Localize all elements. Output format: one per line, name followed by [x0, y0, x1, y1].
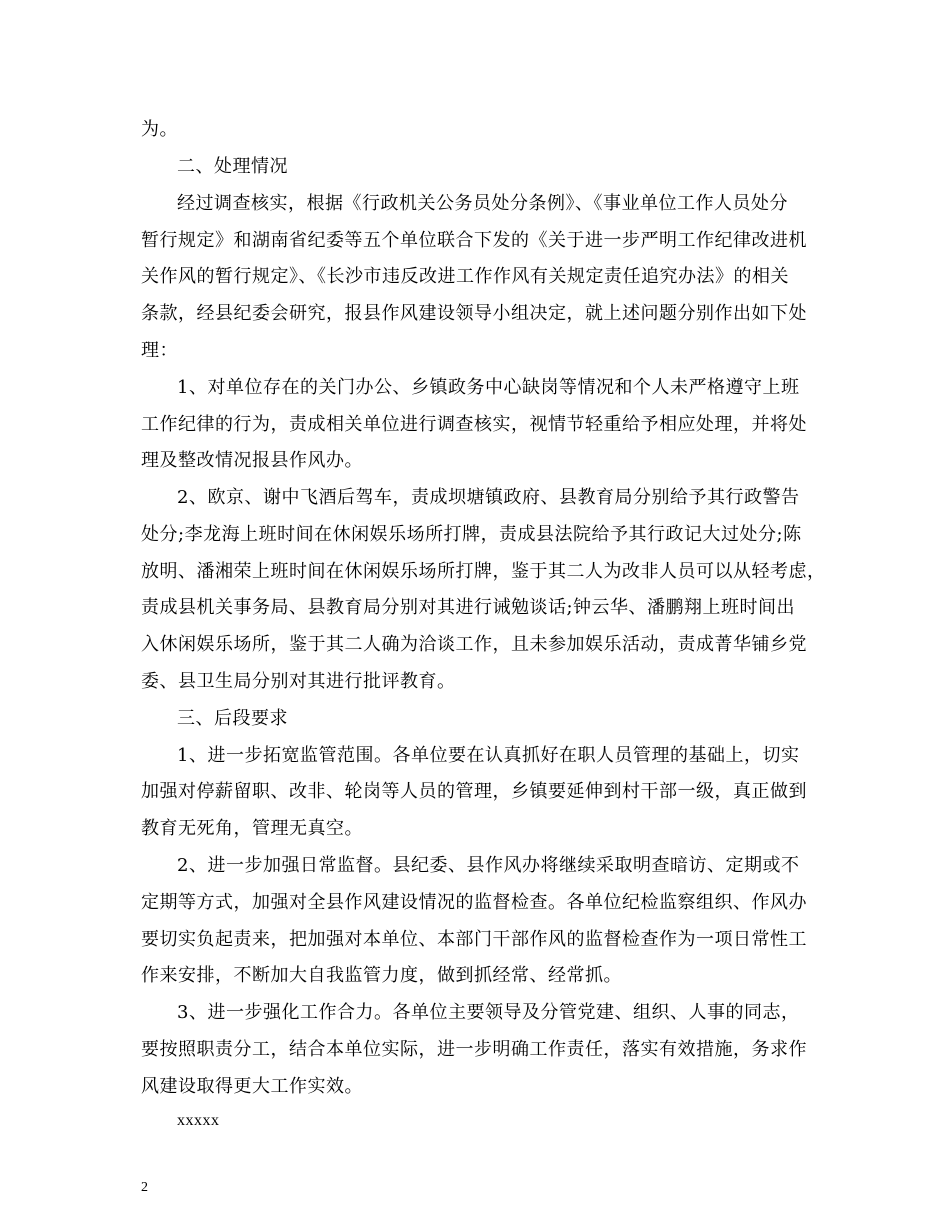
- text-line: 理：: [141, 340, 178, 361]
- text-line: 作来安排，不断加大自我监管力度，做到抓经常、经常抓。: [141, 965, 622, 986]
- text-line: 处分;李龙海上班时间在休闲娱乐场所打牌，责成县法院给予其行政记大过处分;陈: [141, 524, 802, 545]
- text-line: 条款，经县纪委会研究，报县作风建设领导小组决定，就上述问题分别作出如下处: [141, 303, 807, 324]
- text-line: 为。: [141, 119, 178, 140]
- text-line: 加强对停薪留职、改非、轮岗等人员的管理，乡镇要延伸到村干部一级，真正做到: [141, 781, 807, 802]
- text-line: 1、进一步拓宽监管范围。各单位要在认真抓好在职人员管理的基础上，切实: [177, 745, 800, 766]
- text-line: 教育无死角，管理无真空。: [141, 818, 363, 839]
- text-line: 要按照职责分工，结合本单位实际，进一步明确工作责任，落实有效措施，务求作: [141, 1039, 807, 1060]
- page-number: 2: [141, 1180, 148, 1195]
- text-line: 责成县机关事务局、县教育局分别对其进行诫勉谈话;钟云华、潘鹏翔上班时间出: [141, 597, 796, 618]
- section-heading-requirements: 三、后段要求: [177, 708, 288, 729]
- text-line: 3、进一步强化工作合力。各单位主要领导及分管党建、组织、人事的同志，: [177, 1002, 800, 1023]
- text-line: 经过调查核实，根据《行政机关公务员处分条例》、《事业单位工作人员处分: [177, 193, 788, 214]
- text-line: 2、欧京、谢中飞酒后驾车，责成坝塘镇政府、县教育局分别给予其行政警告: [177, 487, 800, 508]
- text-line: 风建设取得更大工作实效。: [141, 1076, 363, 1097]
- signature: xxxxx: [177, 1112, 220, 1129]
- section-heading-handling: 二、处理情况: [177, 156, 288, 177]
- text-line: 关作风的暂行规定》、《长沙市违反改进工作作风有关规定责任追究办法》的相关: [141, 266, 789, 287]
- text-line: 放明、潘湘荣上班时间在休闲娱乐场所打牌，鉴于其二人为改非人员可以从轻考虑，: [141, 561, 826, 582]
- text-line: 要切实负起责来，把加强对本单位、本部门干部作风的监督检查作为一项日常性工: [141, 929, 807, 950]
- text-line: 1、对单位存在的关门办公、乡镇政务中心缺岗等情况和个人未严格遵守上班: [177, 377, 800, 398]
- text-line: 暂行规定》和湖南省纪委等五个单位联合下发的《关于进一步严明工作纪律改进机: [141, 230, 807, 251]
- text-line: 理及整改情况报县作风办。: [141, 450, 363, 471]
- text-line: 工作纪律的行为，责成相关单位进行调查核实，视情节轻重给予相应处理，并将处: [141, 414, 807, 435]
- text-line: 入休闲娱乐场所，鉴于其二人确为洽谈工作，且未参加娱乐活动，责成菁华铺乡党: [141, 634, 807, 655]
- text-line: 2、进一步加强日常监督。县纪委、县作风办将继续采取明查暗访、定期或不: [177, 855, 800, 876]
- text-line: 委、县卫生局分别对其进行批评教育。: [141, 671, 456, 692]
- text-line: 定期等方式，加强对全县作风建设情况的监督检查。各单位纪检监察组织、作风办: [141, 892, 807, 913]
